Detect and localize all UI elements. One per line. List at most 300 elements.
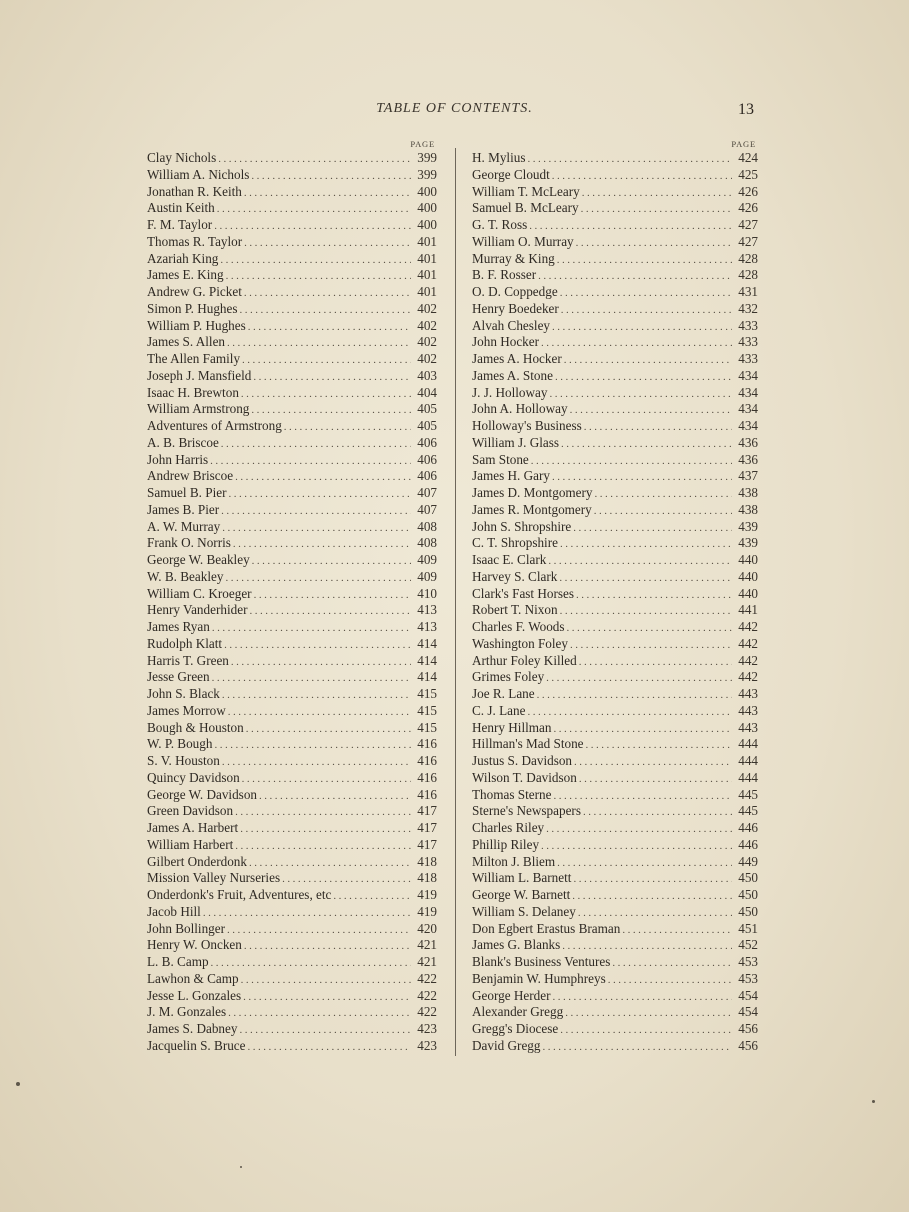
contents-entry xyxy=(147,468,437,485)
entry-title: John Hocker xyxy=(472,334,540,350)
dot-leader xyxy=(595,486,732,502)
entry-title: Simon P. Hughes xyxy=(147,300,238,316)
entry-title: James H. Gary xyxy=(472,468,551,484)
entry-page-number: 410 xyxy=(417,585,437,601)
entry-title: Wilson T. Davidson xyxy=(472,769,577,785)
contents-entry xyxy=(147,234,437,251)
dot-leader xyxy=(248,1039,411,1055)
contents-column-right xyxy=(472,138,758,1055)
contents-entry xyxy=(147,870,437,887)
entry-page-number: 452 xyxy=(738,937,758,953)
entry-title: William J. Glass xyxy=(472,434,560,450)
entry-title: Hillman's Mad Stone xyxy=(472,736,584,752)
entry-title: Quincy Davidson xyxy=(147,769,240,785)
entry-page-number: 442 xyxy=(738,635,758,651)
entry-page-number: 406 xyxy=(417,468,437,484)
entry-title: William S. Delaney xyxy=(472,903,576,919)
dot-leader xyxy=(242,771,411,787)
contents-entry xyxy=(472,720,758,737)
contents-entry xyxy=(472,351,758,368)
dot-leader xyxy=(254,587,411,603)
contents-entry xyxy=(147,150,437,167)
entry-title: Azariah King xyxy=(147,250,219,266)
dot-leader xyxy=(222,520,411,536)
entry-title: The Allen Family xyxy=(147,351,241,366)
entry-title: Sam Stone xyxy=(472,451,529,467)
entry-page-number: 442 xyxy=(738,652,758,668)
contents-entry xyxy=(472,217,758,234)
entry-title: Henry Hillman xyxy=(472,719,552,735)
contents-entry xyxy=(147,921,437,938)
dot-leader xyxy=(253,369,411,385)
contents-entry xyxy=(472,502,758,519)
dot-leader xyxy=(552,469,732,485)
dot-leader xyxy=(531,453,732,469)
entry-page-number: 443 xyxy=(738,686,758,701)
entry-page-number: 440 xyxy=(738,568,758,584)
entry-page-number: 445 xyxy=(738,786,758,802)
contents-entry xyxy=(147,485,437,502)
entry-title: Bough & Houston xyxy=(147,719,244,735)
entry-page-number: 421 xyxy=(417,937,437,953)
dot-leader xyxy=(560,1022,732,1038)
contents-entry xyxy=(147,703,437,720)
entry-title: John A. Holloway xyxy=(472,401,568,417)
dot-leader xyxy=(528,151,733,167)
entry-page-number: 414 xyxy=(417,652,437,668)
entry-page-number: 405 xyxy=(417,418,437,433)
entry-title: Benjamin W. Humphreys xyxy=(472,970,606,986)
entry-title: Andrew G. Picket xyxy=(147,284,242,299)
contents-entry xyxy=(147,937,437,954)
dot-leader xyxy=(217,201,411,217)
contents-entry xyxy=(472,452,758,469)
entry-title: George W. Barnett xyxy=(472,887,571,902)
entry-title: Harris T. Green xyxy=(147,652,229,668)
contents-entry xyxy=(147,619,437,636)
dot-leader xyxy=(583,804,732,820)
dot-leader xyxy=(557,252,732,268)
entry-page-number: 415 xyxy=(417,686,437,701)
entry-title: G. T. Ross xyxy=(472,217,528,232)
entry-page-number: 454 xyxy=(738,987,758,1003)
contents-entry xyxy=(147,736,437,753)
dot-leader xyxy=(553,788,732,804)
contents-entry xyxy=(472,921,758,938)
entry-title: Robert T. Nixon xyxy=(472,602,558,618)
contents-entry xyxy=(472,586,758,603)
entry-page-number: 402 xyxy=(417,317,437,333)
entry-page-number: 421 xyxy=(417,954,437,969)
contents-entry xyxy=(147,770,437,787)
dot-leader xyxy=(542,1039,732,1055)
entry-title: Thomas Sterne xyxy=(472,786,552,802)
contents-entry xyxy=(147,1038,437,1055)
entry-title: Sterne's Newspapers xyxy=(472,803,581,819)
contents-entry xyxy=(472,301,758,318)
contents-entry xyxy=(472,753,758,770)
dot-leader xyxy=(226,268,411,284)
entry-page-number: 443 xyxy=(738,719,758,735)
entry-page-number: 438 xyxy=(738,485,758,500)
contents-entry xyxy=(472,519,758,536)
entry-title: James S. Allen xyxy=(147,334,226,350)
entry-title: Joseph J. Mansfield xyxy=(147,367,252,383)
contents-entry xyxy=(147,251,437,268)
contents-entry xyxy=(147,586,437,603)
contents-entry xyxy=(472,837,758,854)
contents-entry xyxy=(147,636,437,653)
contents-entry xyxy=(472,619,758,636)
dot-leader xyxy=(252,553,411,569)
contents-entry xyxy=(147,971,437,988)
dot-leader xyxy=(244,285,411,301)
dot-leader xyxy=(622,922,732,938)
contents-entry xyxy=(147,569,437,586)
contents-entry xyxy=(472,468,758,485)
contents-entry xyxy=(472,736,758,753)
contents-entry xyxy=(147,954,437,971)
dot-leader xyxy=(574,754,732,770)
dot-leader xyxy=(546,670,732,686)
entry-title: Isaac H. Brewton xyxy=(147,384,239,400)
entry-title: C. T. Shropshire xyxy=(472,535,558,551)
entry-page-number: 417 xyxy=(417,803,437,819)
dot-leader xyxy=(228,704,411,720)
dot-leader xyxy=(249,603,411,619)
entry-title: William C. Kroeger xyxy=(147,585,252,601)
dot-leader xyxy=(541,335,732,351)
dot-leader xyxy=(579,654,732,670)
entry-title: Gilbert Onderdonk xyxy=(147,853,247,869)
entry-page-number: 440 xyxy=(738,585,758,601)
entry-page-number: 450 xyxy=(738,903,758,919)
dot-leader xyxy=(214,218,411,234)
contents-entry xyxy=(472,937,758,954)
entry-page-number: 437 xyxy=(738,468,758,484)
entry-page-number: 453 xyxy=(738,954,758,969)
entry-title: Justus S. Davidson xyxy=(472,753,573,768)
entry-title: George Herder xyxy=(472,987,551,1003)
contents-entry xyxy=(472,854,758,871)
dot-leader xyxy=(240,821,411,837)
dot-leader xyxy=(225,570,411,586)
entry-page-number: 456 xyxy=(738,1037,758,1053)
dot-leader xyxy=(555,369,732,385)
entry-page-number: 418 xyxy=(417,870,437,886)
entry-page-number: 446 xyxy=(738,836,758,852)
contents-entry xyxy=(472,200,758,217)
entry-page-number: 400 xyxy=(417,183,437,199)
contents-entry xyxy=(472,184,758,201)
entry-page-number: 415 xyxy=(417,719,437,735)
entry-page-number: 402 xyxy=(417,351,437,366)
dot-leader xyxy=(259,788,411,804)
contents-entry xyxy=(472,887,758,904)
entry-title: Jonathan R. Keith xyxy=(147,183,242,199)
entry-page-number: 401 xyxy=(417,233,437,249)
entry-page-number: 436 xyxy=(738,434,758,450)
contents-entry xyxy=(472,251,758,268)
dot-leader xyxy=(548,553,732,569)
entry-title: W. B. Beakley xyxy=(147,568,224,584)
entry-page-number: 416 xyxy=(417,753,437,768)
page-number: 13 xyxy=(738,101,754,118)
contents-entry xyxy=(147,284,437,301)
contents-entry xyxy=(472,234,758,251)
entry-title: James A. Harbert xyxy=(147,820,239,835)
dot-leader xyxy=(557,855,732,871)
contents-entry xyxy=(472,284,758,301)
contents-entry xyxy=(147,854,437,871)
contents-entry xyxy=(147,334,437,351)
contents-entry xyxy=(147,1021,437,1038)
paper-speck xyxy=(16,1082,20,1086)
entry-page-number: 446 xyxy=(738,820,758,835)
contents-entry xyxy=(472,954,758,971)
entry-page-number: 420 xyxy=(417,920,437,936)
entry-page-number: 409 xyxy=(417,568,437,584)
dot-leader xyxy=(227,335,411,351)
dot-leader xyxy=(560,603,732,619)
entry-page-number: 425 xyxy=(738,166,758,182)
entry-page-number: 403 xyxy=(417,367,437,383)
entry-page-number: 454 xyxy=(738,1004,758,1020)
contents-entry xyxy=(472,569,758,586)
dot-leader xyxy=(576,587,732,603)
dot-leader xyxy=(282,871,411,887)
entry-title: Andrew Briscoe xyxy=(147,468,234,484)
entry-page-number: 428 xyxy=(738,267,758,283)
contents-entry xyxy=(472,904,758,921)
contents-entry xyxy=(472,435,758,452)
entry-page-number: 436 xyxy=(738,451,758,467)
dot-leader xyxy=(564,352,732,368)
dot-leader xyxy=(211,955,411,971)
entry-title: William P. Hughes xyxy=(147,317,246,333)
contents-entry xyxy=(147,820,437,837)
dot-leader xyxy=(553,721,732,737)
contents-entry xyxy=(472,653,758,670)
dot-leader xyxy=(251,168,411,184)
entry-title: John S. Black xyxy=(147,686,220,701)
entry-title: Phillip Riley xyxy=(472,836,540,852)
entry-page-number: 424 xyxy=(738,150,758,165)
entry-title: Jacquelin S. Bruce xyxy=(147,1037,246,1053)
page-column-label: PAGE xyxy=(410,139,435,149)
entry-title: Alexander Gregg xyxy=(472,1004,564,1020)
contents-entry xyxy=(147,535,437,552)
dot-leader xyxy=(561,302,732,318)
dot-leader xyxy=(242,352,411,368)
entry-page-number: 426 xyxy=(738,200,758,216)
contents-entry xyxy=(472,870,758,887)
contents-entry xyxy=(147,552,437,569)
dot-leader xyxy=(570,402,732,418)
entry-title: William Armstrong xyxy=(147,401,250,417)
entry-page-number: 434 xyxy=(738,418,758,433)
contents-entry xyxy=(147,1004,437,1021)
entry-title: Lawhon & Camp xyxy=(147,970,239,986)
entry-page-number: 428 xyxy=(738,250,758,266)
dot-leader xyxy=(212,620,411,636)
entry-page-number: 439 xyxy=(738,535,758,551)
dot-leader xyxy=(235,838,411,854)
entry-page-number: 413 xyxy=(417,602,437,618)
entry-title: Clark's Fast Horses xyxy=(472,585,575,601)
entry-title: Rudolph Klatt xyxy=(147,635,223,651)
contents-entry xyxy=(472,552,758,569)
entry-page-number: 449 xyxy=(738,853,758,869)
dot-leader xyxy=(565,1005,732,1021)
entry-page-number: 409 xyxy=(417,552,437,567)
contents-entry xyxy=(472,971,758,988)
entry-title: Murray & King xyxy=(472,250,555,266)
entry-title: James Ryan xyxy=(147,619,210,634)
entry-page-number: 433 xyxy=(738,317,758,333)
entry-title: L. B. Camp xyxy=(147,954,209,969)
entry-title: Samuel B. Pier xyxy=(147,485,227,500)
dot-leader xyxy=(576,235,732,251)
dot-leader xyxy=(221,436,411,452)
dot-leader xyxy=(212,670,411,686)
contents-entry xyxy=(147,653,437,670)
dot-leader xyxy=(579,771,732,787)
entry-title: A. B. Briscoe xyxy=(147,434,219,450)
entry-title: Samuel B. McLeary xyxy=(472,200,579,216)
dot-leader xyxy=(538,268,732,284)
dot-leader xyxy=(529,218,732,234)
entry-page-number: 408 xyxy=(417,535,437,551)
entry-title: Isaac E. Clark xyxy=(472,552,547,567)
dot-leader xyxy=(572,888,732,904)
page-column-label: PAGE xyxy=(731,139,756,149)
entry-title: James S. Dabney xyxy=(147,1021,238,1036)
dot-leader xyxy=(228,1005,411,1021)
dot-leader xyxy=(560,285,732,301)
entry-title: Henry Vanderhider xyxy=(147,602,248,618)
dot-leader xyxy=(246,721,411,737)
contents-entry xyxy=(147,720,437,737)
contents-entry xyxy=(472,334,758,351)
dot-leader xyxy=(235,804,411,820)
entry-page-number: 432 xyxy=(738,300,758,316)
contents-entry xyxy=(147,904,437,921)
entry-page-number: 450 xyxy=(738,887,758,902)
contents-entry xyxy=(472,1004,758,1021)
entry-page-number: 401 xyxy=(417,250,437,266)
entry-title: William A. Nichols xyxy=(147,166,250,182)
dot-leader xyxy=(561,436,732,452)
entry-page-number: 416 xyxy=(417,736,437,752)
dot-leader xyxy=(222,687,411,703)
dot-leader xyxy=(233,536,411,552)
entry-page-number: 427 xyxy=(738,233,758,249)
dot-leader xyxy=(570,637,732,653)
entry-title: Adventures of Armstrong xyxy=(147,418,282,433)
dot-leader xyxy=(333,888,411,904)
entry-page-number: 415 xyxy=(417,702,437,718)
contents-list xyxy=(472,150,758,1055)
contents-entry xyxy=(147,887,437,904)
contents-entry xyxy=(472,418,758,435)
entry-title: John Bollinger xyxy=(147,920,226,936)
dot-leader xyxy=(224,637,411,653)
dot-leader xyxy=(231,654,411,670)
entry-title: James E. King xyxy=(147,267,224,283)
entry-page-number: 399 xyxy=(417,166,437,182)
contents-entry xyxy=(147,351,437,368)
entry-title: John Harris xyxy=(147,451,209,467)
entry-page-number: 444 xyxy=(738,736,758,752)
contents-entry xyxy=(147,200,437,217)
entry-title: Henry Boedeker xyxy=(472,300,559,316)
dot-leader xyxy=(573,520,732,536)
contents-entry xyxy=(472,686,758,703)
entry-title: George Cloudt xyxy=(472,166,550,182)
entry-title: F. M. Taylor xyxy=(147,217,213,232)
paper-speck xyxy=(872,1100,875,1103)
contents-entry xyxy=(147,787,437,804)
entry-page-number: 402 xyxy=(417,300,437,316)
contents-entry xyxy=(147,686,437,703)
entry-page-number: 404 xyxy=(417,384,437,400)
entry-page-number: 419 xyxy=(417,903,437,919)
entry-title: Austin Keith xyxy=(147,200,215,216)
dot-leader xyxy=(527,704,732,720)
entry-title: James Morrow xyxy=(147,702,226,718)
entry-page-number: 451 xyxy=(738,920,758,936)
paper-speck xyxy=(240,1166,242,1168)
contents-entry xyxy=(472,988,758,1005)
entry-title: George W. Beakley xyxy=(147,552,250,567)
entry-page-number: 444 xyxy=(738,753,758,768)
entry-page-number: 422 xyxy=(417,970,437,986)
entry-title: David Gregg xyxy=(472,1037,541,1053)
entry-page-number: 414 xyxy=(417,669,437,685)
contents-entry xyxy=(147,669,437,686)
contents-entry xyxy=(472,401,758,418)
dot-leader xyxy=(552,319,732,335)
contents-entry xyxy=(472,535,758,552)
dot-leader xyxy=(244,185,411,201)
contents-entry xyxy=(472,267,758,284)
entry-page-number: 450 xyxy=(738,870,758,886)
contents-entry xyxy=(472,602,758,619)
contents-entry xyxy=(147,803,437,820)
entry-title: J. J. Holloway xyxy=(472,384,548,400)
entry-page-number: 423 xyxy=(417,1037,437,1053)
dot-leader xyxy=(221,503,411,519)
contents-entry xyxy=(472,318,758,335)
entry-title: Alvah Chesley xyxy=(472,317,551,333)
contents-entry xyxy=(472,150,758,167)
entry-title: Blank's Business Ventures xyxy=(472,954,611,969)
entry-page-number: 417 xyxy=(417,820,437,835)
contents-entry xyxy=(147,267,437,284)
entry-page-number: 427 xyxy=(738,217,758,232)
entry-page-number: 433 xyxy=(738,334,758,350)
entry-page-number: 445 xyxy=(738,803,758,819)
entry-page-number: 401 xyxy=(417,284,437,299)
entry-page-number: 433 xyxy=(738,351,758,366)
column-divider xyxy=(455,148,456,1056)
dot-leader xyxy=(243,989,411,1005)
dot-leader xyxy=(248,319,411,335)
entry-title: James G. Blanks xyxy=(472,937,561,953)
contents-entry xyxy=(472,1021,758,1038)
dot-leader xyxy=(537,687,732,703)
